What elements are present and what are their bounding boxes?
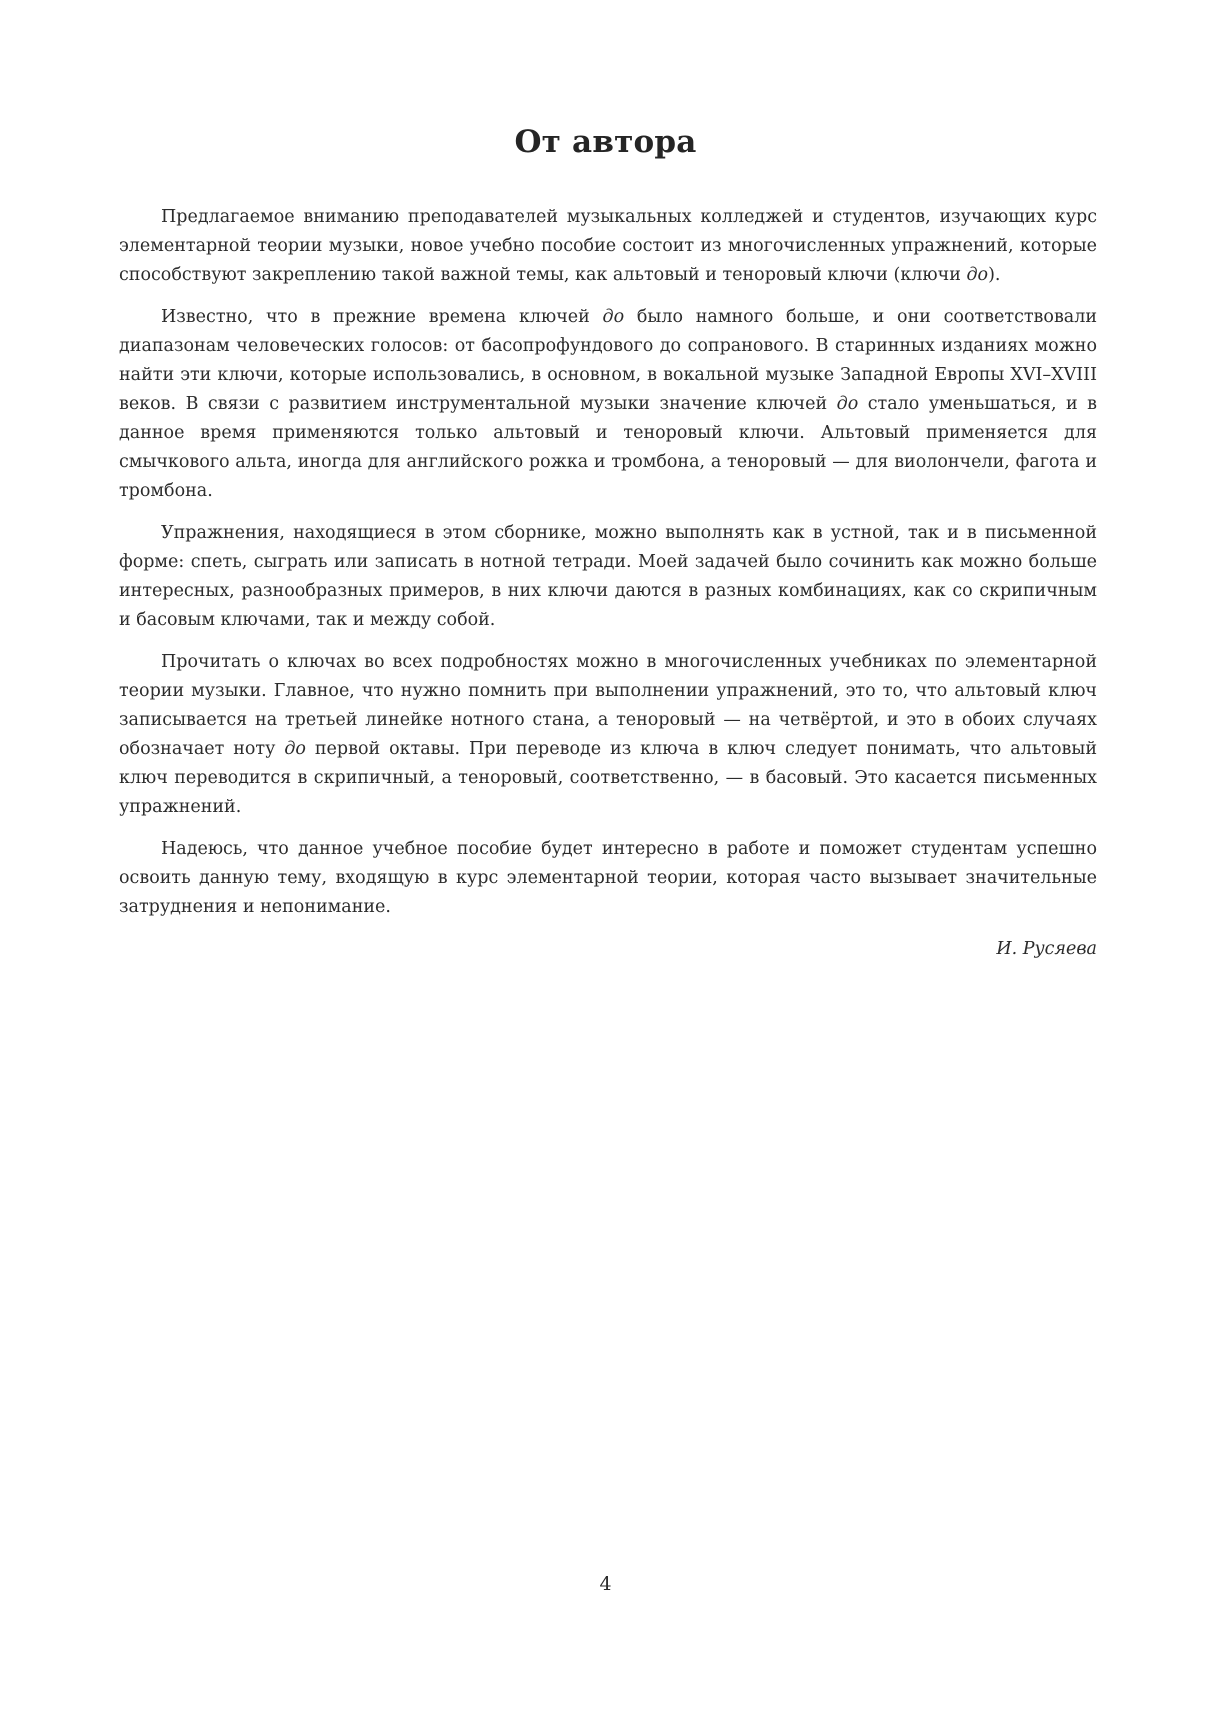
- paragraph-2-text-middle: было намного больше, и они соответствовали диапазонам человеческих голосов: от басопрофундового до сопранового. В старинных изданиях можно найти эти ключи, которые использовались, в основном, в вокальной музыке Западной Европы XVI–XVIII веков. В связи с развитием инструментальной музыки значение ключей: [119, 307, 1098, 414]
- paragraph-1-text-end: ).: [988, 265, 1001, 285]
- paragraph-1-italic-do: до: [966, 265, 989, 285]
- paragraph-4-text: Прочитать о ключах во всех подробностях можно в многочисленных учебниках по элементарной теории музыки. Главное, что нужно помнить при выполнении упражнений, это то, что альтовый ключ записывается на третьей линейке нотного стана, а теноровый — на четвёртой, и это в обоих случаях обозначает ноту: [119, 652, 1097, 759]
- page-title: От автора: [514, 124, 697, 160]
- body-text: [119, 203, 1097, 964]
- paragraph-2-text-end: стало уменьшаться, и в данное время применяются только альтовый и теноровый ключи. Альтовый применяется для смычкового альта, иногда для английского рожка и тромбона, а теноровый — для виолончели, фагота и тромбона.: [119, 394, 1097, 501]
- paragraph-3: [119, 519, 1097, 635]
- paragraph-2-italic-do-2: до: [836, 394, 859, 414]
- paragraph-5: [119, 835, 1097, 922]
- paragraph-4-italic-do: до: [284, 739, 306, 759]
- paragraph-2-italic-do: до: [602, 307, 625, 327]
- paragraph-5-text: Надеюсь, что данное учебное пособие будет интересно в работе и поможет студентам успешно освоить данную тему, входящую в курс элементарной теории, которая часто вызывает значительные затруднения и непонимание.: [119, 839, 1097, 917]
- paragraph-4: [119, 648, 1097, 822]
- paragraph-1-text: Предлагаемое вниманию преподавателей музыкальных колледжей и студентов, изучающих курс элементарной теории музыки, новое учебно пособие состоит из многочисленных упражнений, которые способствуют закреплению такой важной темы, как альтовый и теноровый ключи (ключи: [119, 207, 1097, 285]
- paragraph-4-text-end: первой октавы. При переводе из ключа в ключ следует понимать, что альтовый ключ переводится в скрипичный, а теноровый, соответственно, — в басовый. Это касается письменных упражнений.: [119, 739, 1098, 817]
- paragraph-2-text: Известно, что в прежние времена ключей: [161, 307, 603, 327]
- author-signature: И. Русяева: [996, 939, 1097, 959]
- page-number: 4: [599, 1573, 612, 1595]
- paragraph-1: [119, 203, 1097, 290]
- paragraph-3-text: Упражнения, находящиеся в этом сборнике, можно выполнять как в устной, так и в письменной форме: спеть, сыграть или записать в нотной тетради. Моей задачей было сочинить как можно больше интересных, разнообразных примеров, в них ключи даются в разных комбинациях, как со скрипичным и басовым ключами, так и между собой.: [119, 523, 1097, 630]
- paragraph-2: [119, 303, 1097, 506]
